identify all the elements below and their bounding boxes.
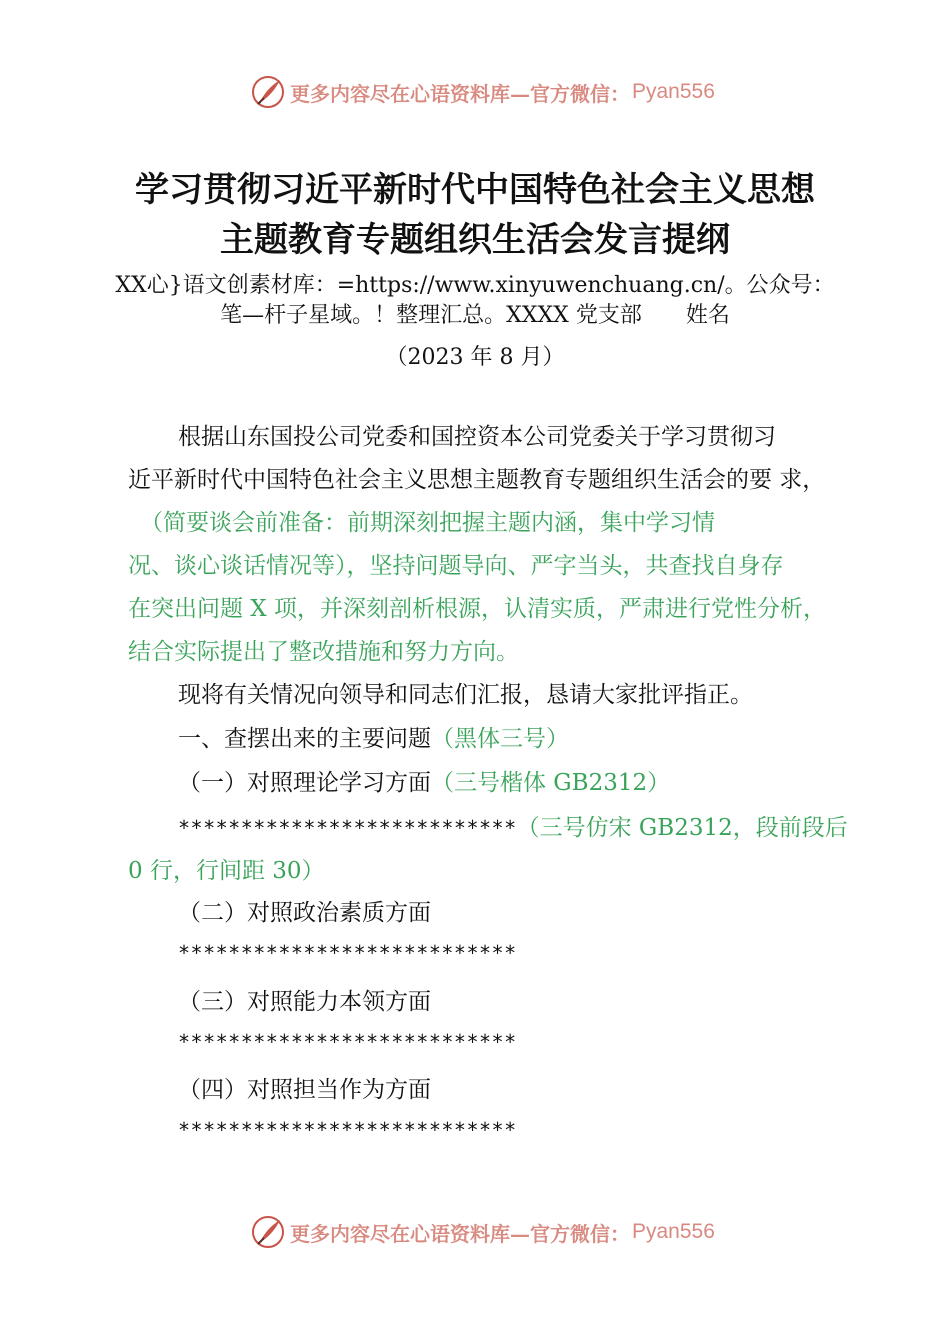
footer-banner — [250, 1212, 715, 1252]
quill-logo-icon — [250, 74, 286, 110]
placeholder-line — [178, 809, 848, 842]
format-note: （三号楷体 GB2312） — [431, 770, 671, 796]
subsection-heading-text: （一）对照理论学习方面 — [178, 770, 431, 796]
section-heading-text: 一、查摆出来的主要问题 — [178, 726, 431, 752]
paragraph-note-line: （简要谈会前准备：前期深刻把握主题内涵，集中学习情 — [140, 510, 715, 536]
format-note: （三号仿宋 GB2312，段前段后 — [516, 815, 848, 841]
banner-text: 更多内容尽在心语资料库—官方微信： — [290, 1221, 630, 1246]
meta-date: （2023 年 8 月） — [385, 345, 565, 370]
paragraph-line: 近平新时代中国特色社会主义思想主题教育专题组织生活会的要 求， — [128, 467, 826, 493]
header-banner — [250, 72, 715, 112]
format-note: （黑体三号） — [431, 726, 569, 752]
placeholder-stars: *************************** — [178, 1030, 517, 1054]
banner-account: Pyan556 — [632, 1220, 715, 1243]
subsection-heading: （二）对照政治素质方面 — [178, 900, 431, 926]
document-title-line-1: 学习贯彻习近平新时代中国特色社会主义思想 — [135, 170, 815, 210]
banner-text: 更多内容尽在心语资料库—官方微信： — [290, 81, 630, 106]
paragraph-note-line: 结合实际提出了整改措施和努力方向。 — [128, 639, 519, 665]
meta-author-line: 笔—杆子星域。！整理汇总。XXXX 党支部 姓名 — [220, 303, 730, 328]
subsection-heading — [178, 764, 670, 797]
format-note: 0 行，行间距 30） — [128, 858, 325, 884]
paragraph-note-line: 在突出问题 X 项，并深刻剖析根源，认清实质，严肃进行党性分析， — [128, 596, 826, 622]
meta-source-line: XX心}语文创素材库：=https://www.xinyuwenchuang.cn/。公众号： — [115, 273, 835, 298]
placeholder-stars: *************************** — [178, 941, 517, 965]
placeholder-stars: *************************** — [178, 816, 517, 840]
document-title-line-2: 主题教育专题组织生活会发言提纲 — [220, 220, 730, 260]
paragraph-line: 根据山东国投公司党委和国控资本公司党委关于学习贯彻习 — [178, 424, 776, 450]
paragraph-line: 现将有关情况向领导和同志们汇报，恳请大家批评指正。 — [178, 682, 753, 708]
quill-logo-icon — [250, 1214, 286, 1250]
placeholder-stars: *************************** — [178, 1118, 517, 1142]
paragraph-note-line: 况、谈心谈话情况等），坚持问题导向、严字当头，共查找自身存 — [128, 553, 784, 579]
subsection-heading: （四）对照担当作为方面 — [178, 1077, 431, 1103]
banner-account: Pyan556 — [632, 80, 715, 103]
subsection-heading: （三）对照能力本领方面 — [178, 989, 431, 1015]
section-heading — [178, 720, 569, 753]
